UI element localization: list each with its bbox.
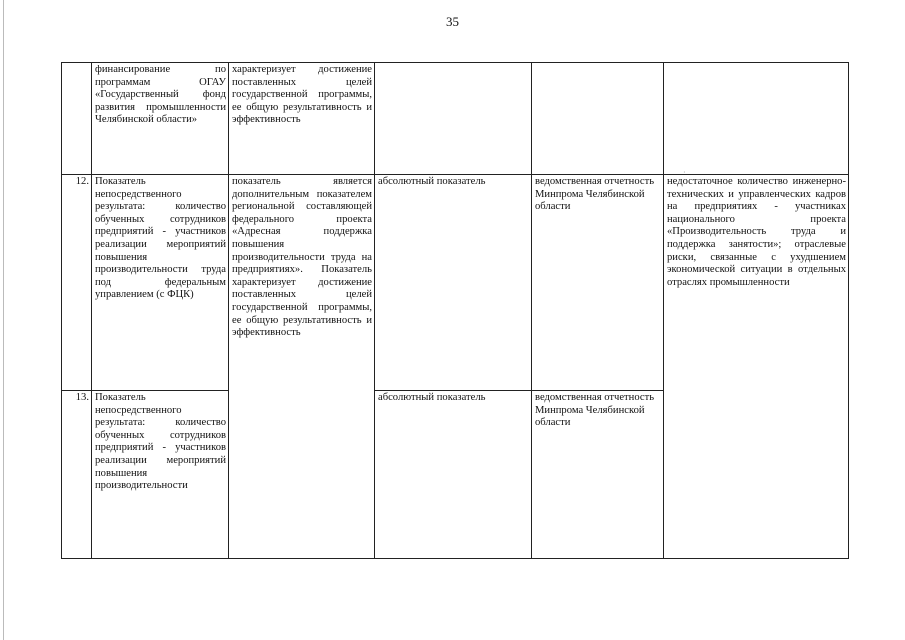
cell-risks: недостаточное количество инженерно-технических и управленческих кадров на предприятиях - участниках национального проекта «Производительность труда и поддержка занятости»; отраслевые риски, связанные с ухудшением экономической ситуации в отдельных отраслях промышленности xyxy=(664,175,849,559)
cell-indicator-type: абсолютный показатель xyxy=(375,391,532,559)
table-row-12 xyxy=(62,175,849,391)
cell-data-source: ведомственная отчетность Минпрома Челябинской области xyxy=(532,175,664,391)
table-row-continued xyxy=(62,63,849,175)
cell-row-number: 13. xyxy=(62,391,92,559)
cell-indicator-description: показатель является дополнительным показателем региональной составляющей федерального проекта «Адресная поддержка повышения производительности труда на предприятиях». Показатель характеризует достижение поставленных целей государственной программы, ее общую результативность и эффективность xyxy=(229,175,375,559)
cell-indicator-type: абсолютный показатель xyxy=(375,175,532,391)
cell-indicator-type-empty xyxy=(375,63,532,175)
cell-indicator-name: Показатель непосредственного результата: количество обученных сотрудников предприятий - участников реализации мероприятий повышения производительности xyxy=(92,391,229,559)
cell-indicator-name: Показатель непосредственного результата: количество обученных сотрудников предприятий - участников реализации мероприятий повышения производительности труда под федеральным управлением (с ФЦК) xyxy=(92,175,229,391)
cell-number-empty xyxy=(62,63,92,175)
cell-data-source-empty xyxy=(532,63,664,175)
cell-indicator-name: финансирование по программам ОГАУ «Государственный фонд развития промышленности Челябинской области» xyxy=(92,63,229,175)
indicators-table xyxy=(61,62,849,559)
page-number: 35 xyxy=(446,14,459,29)
cell-risks-empty xyxy=(664,63,849,175)
cell-indicator-description: характеризует достижение поставленных целей государственной программы, ее общую результативность и эффективность xyxy=(229,63,375,175)
scan-edge-line xyxy=(3,0,4,640)
scan-speck: · xyxy=(683,168,686,177)
cell-row-number: 12. xyxy=(62,175,92,391)
cell-data-source: ведомственная отчетность Минпрома Челябинской области xyxy=(532,391,664,559)
